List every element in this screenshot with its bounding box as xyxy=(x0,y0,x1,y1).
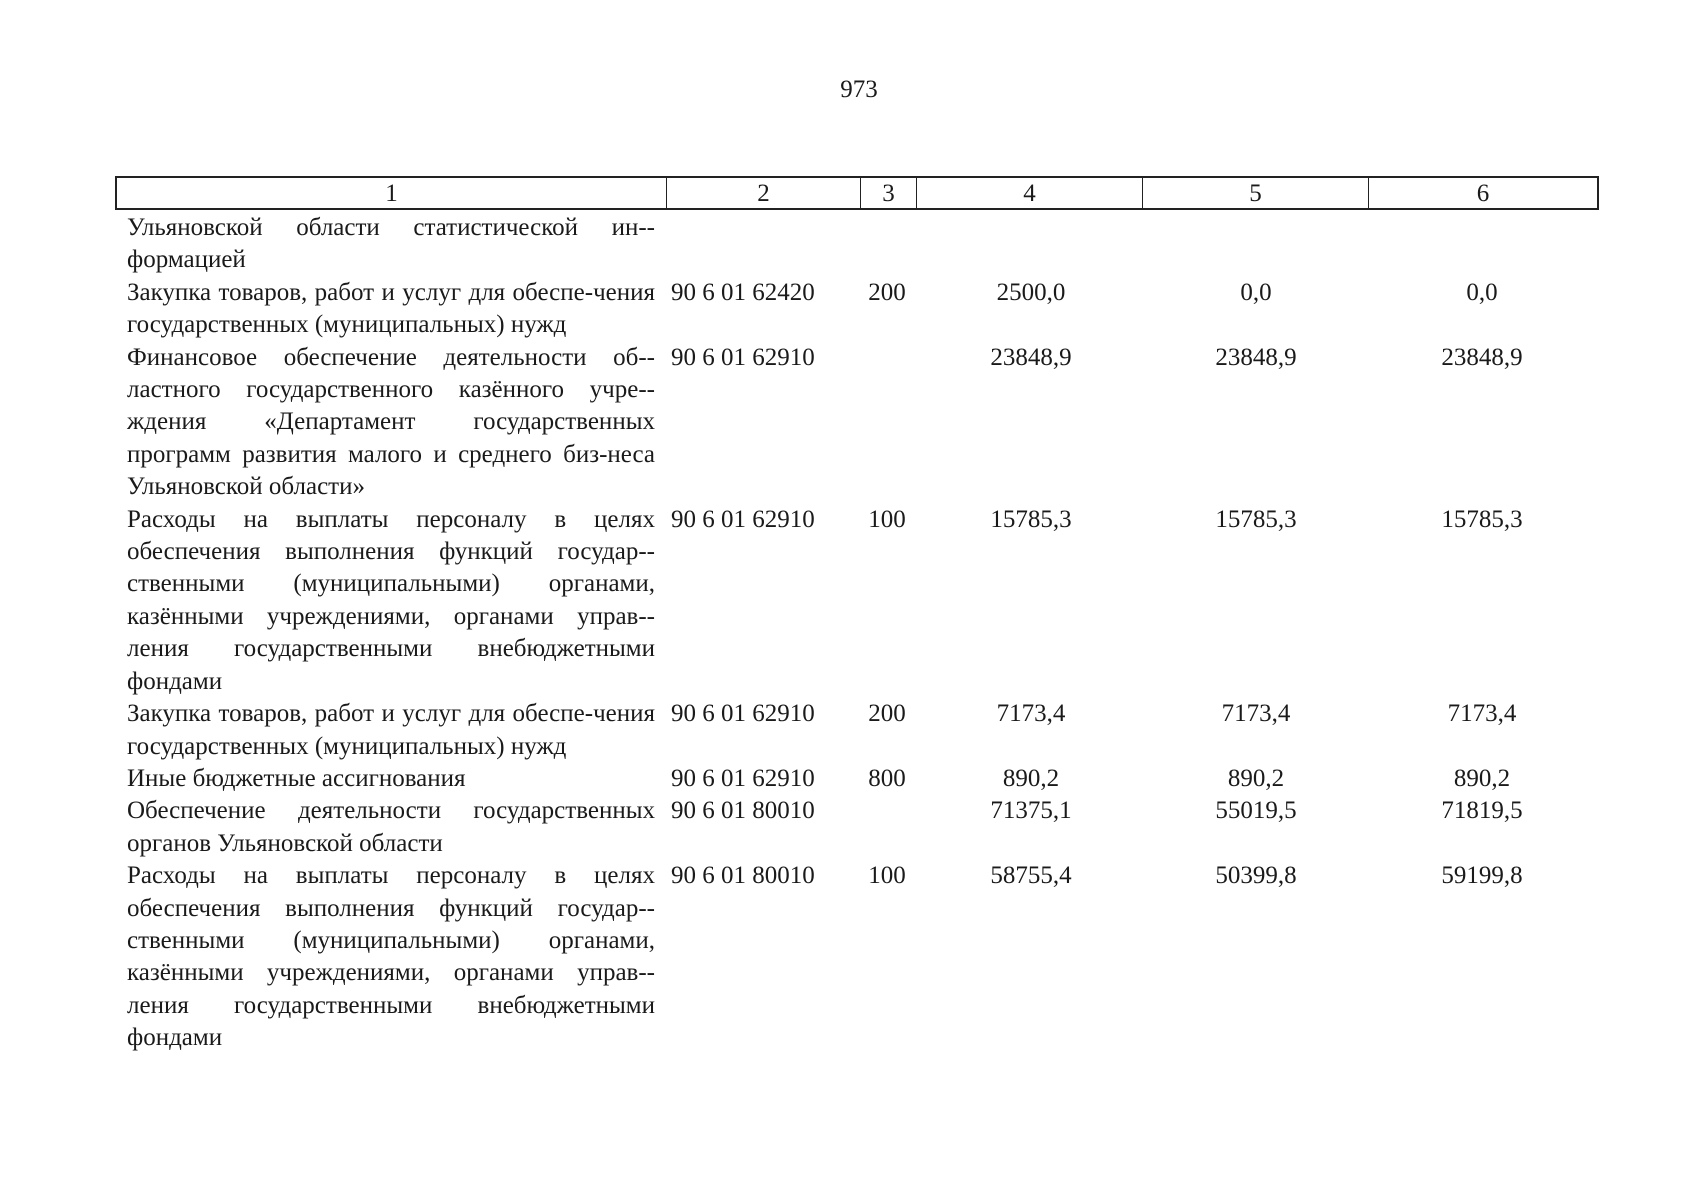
row-value-4: 890,2 xyxy=(1002,764,1060,792)
row-expense-type: 200 xyxy=(868,700,906,728)
row-value-4: 58755,4 xyxy=(990,862,1072,890)
table-row xyxy=(127,698,1597,763)
row-value-5: 55019,5 xyxy=(1215,797,1297,825)
row-value-4: 23848,9 xyxy=(990,343,1072,371)
header-col-2: 2 xyxy=(667,178,861,208)
row-value-6: 890,2 xyxy=(1453,764,1511,792)
page-number: 973 xyxy=(840,76,878,103)
header-col-6: 6 xyxy=(1476,180,1490,207)
header-col-5: 5 xyxy=(1143,178,1369,208)
row-name: Ульяновской области статистической ин-формацией xyxy=(127,214,655,274)
row-expense-type: 100 xyxy=(868,862,906,890)
table-row xyxy=(127,504,1597,698)
table-row xyxy=(127,277,1597,342)
row-value-6: 0,0 xyxy=(1466,278,1498,306)
table-row xyxy=(127,795,1597,860)
row-expense-type: 100 xyxy=(868,505,906,533)
row-value-6: 71819,5 xyxy=(1441,797,1523,825)
row-value-6: 7173,4 xyxy=(1447,700,1517,728)
header-col-1: 1 xyxy=(117,178,667,208)
row-expense-type: 800 xyxy=(868,764,906,792)
row-name: Обеспечение деятельности государственных органов Ульяновской области xyxy=(127,797,655,857)
row-value-5: 23848,9 xyxy=(1215,343,1297,371)
row-code: 90 6 01 62910 xyxy=(671,505,815,533)
table-header xyxy=(115,176,1599,210)
table-row xyxy=(127,212,1597,277)
row-code: 90 6 01 80010 xyxy=(671,797,815,825)
table-body xyxy=(127,212,1597,1055)
row-value-5: 7173,4 xyxy=(1221,700,1291,728)
row-value-4: 2500,0 xyxy=(996,278,1066,306)
row-code: 90 6 01 80010 xyxy=(671,862,815,890)
table-row xyxy=(127,763,1597,795)
row-code: 90 6 01 62420 xyxy=(671,278,815,306)
row-value-5: 890,2 xyxy=(1227,764,1285,792)
row-value-4: 7173,4 xyxy=(996,700,1066,728)
row-name: Финансовое обеспечение деятельности об-ластного государственного казённого учре-ждения «Департамент государственных программ развития малого и среднего биз-неса Ульяновской области» xyxy=(127,343,655,501)
table-row xyxy=(127,860,1597,1054)
row-value-4: 71375,1 xyxy=(990,797,1072,825)
row-expense-type: 200 xyxy=(868,278,906,306)
row-value-6: 23848,9 xyxy=(1441,343,1523,371)
row-name: Расходы на выплаты персоналу в целях обеспечения выполнения функций государ-ственными (муниципальными) органами, казёнными учреждениями, органами управ-ления государственными внебюджетными фондами xyxy=(127,505,655,695)
row-name: Закупка товаров, работ и услуг для обеспе-чения государственных (муниципальных) нужд xyxy=(127,278,655,339)
row-value-5: 0,0 xyxy=(1240,278,1272,306)
row-code: 90 6 01 62910 xyxy=(671,700,815,728)
row-code: 90 6 01 62910 xyxy=(671,764,815,792)
row-name: Расходы на выплаты персоналу в целях обеспечения выполнения функций государ-ственными (муниципальными) органами, казёнными учреждениями, органами управ-ления государственными внебюджетными фондами xyxy=(127,862,655,1052)
row-name: Закупка товаров, работ и услуг для обеспе-чения государственных (муниципальных) нужд xyxy=(127,700,655,760)
header-col-4: 4 xyxy=(917,178,1143,208)
row-value-5: 50399,8 xyxy=(1215,862,1297,890)
row-code: 90 6 01 62910 xyxy=(671,343,815,371)
row-value-5: 15785,3 xyxy=(1215,505,1297,533)
row-value-6: 15785,3 xyxy=(1441,505,1523,533)
header-col-3: 3 xyxy=(861,178,917,208)
row-name: Иные бюджетные ассигнования xyxy=(127,764,466,792)
table-row xyxy=(127,342,1597,504)
row-value-4: 15785,3 xyxy=(990,505,1072,533)
row-value-6: 59199,8 xyxy=(1441,862,1523,890)
